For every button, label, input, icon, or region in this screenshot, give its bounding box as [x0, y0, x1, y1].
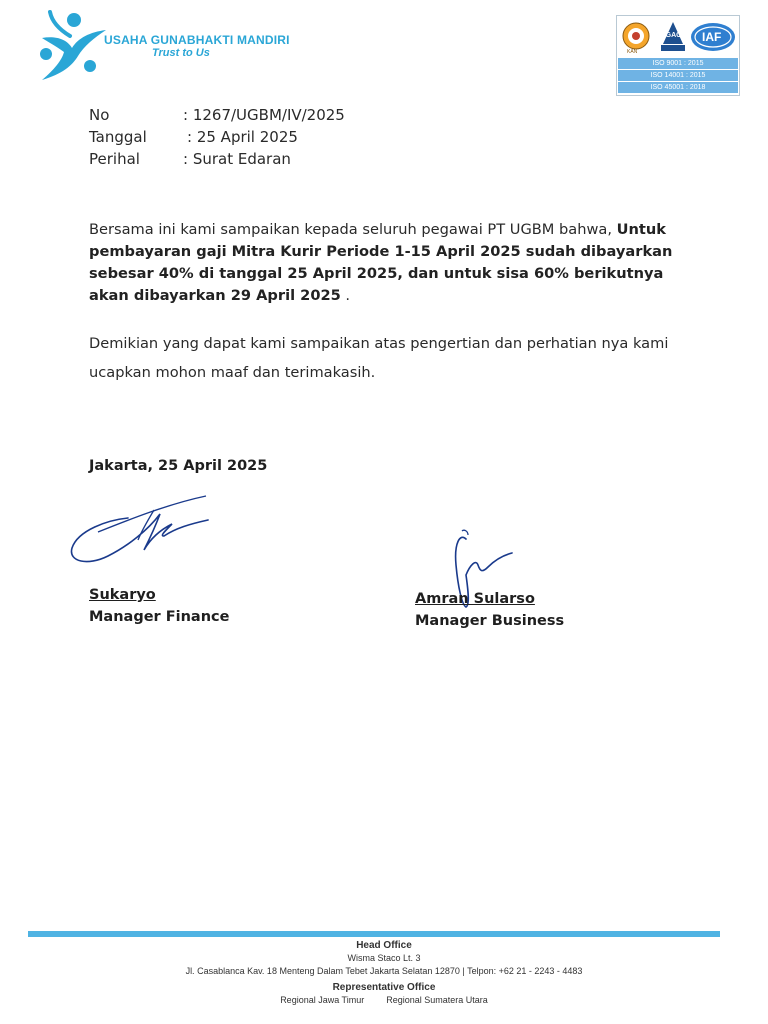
regional-office-2: Regional Sumatera Utara	[386, 995, 488, 1005]
head-office-address: Jl. Casablanca Kav. 18 Menteng Dalam Tebet Jakarta Selatan 12870 | Telpon: +62 21 - 2243 - 4483	[185, 966, 583, 976]
regional-office-1: Regional Jawa Timur	[280, 995, 365, 1005]
subject-label: Perihal	[89, 150, 140, 168]
reference-number-value: : 1267/UGBM/IV/2025	[183, 106, 345, 124]
date-label: Tanggal	[89, 128, 147, 146]
head-office-label: Head Office	[356, 940, 412, 951]
date-value: : 25 April 2025	[187, 128, 298, 146]
body-paragraph-1	[89, 219, 681, 307]
footer-divider	[28, 931, 720, 937]
payment-notice: Untuk pembayaran gaji Mitra Kurir Periode 1-15 April 2025 sudah dibayarkan sebesar 40% di tanggal 25 April 2025, dan untuk sisa 60% berikutnya akan dibayarkan 29 April 2025	[89, 221, 673, 304]
reference-number-label: No	[89, 106, 110, 124]
iso-45001-badge: ISO 45001 : 2018	[618, 82, 738, 93]
company-name: USAHA GUNABHAKTI MANDIRI	[104, 33, 290, 47]
signatory-1-name: Sukaryo	[89, 587, 156, 603]
signatory-2-name: Amran Sularso	[415, 591, 535, 607]
regional-offices	[0, 995, 768, 1005]
paragraph-intro: Bersama ini kami sampaikan kepada seluruh pegawai PT UGBM bahwa,	[89, 221, 617, 238]
iso-9001-badge: ISO 9001 : 2015	[618, 58, 738, 69]
place-and-date: Jakarta, 25 April 2025	[89, 458, 268, 474]
body-paragraph-2: Demikian yang dapat kami sampaikan atas pengertian dan perhatian nya kami ucapkan mohon maaf dan terimakasih.	[89, 335, 669, 381]
certification-box	[616, 15, 740, 96]
head-office-building: Wisma Staco Lt. 3	[347, 953, 421, 963]
signature-sukaryo-icon	[68, 490, 213, 570]
badge-label-egac: EGAC	[661, 32, 682, 39]
representative-office-label: Representative Office	[332, 982, 436, 993]
badge-label-iaf: IAF	[702, 30, 722, 44]
paragraph-end: .	[340, 287, 351, 304]
iso-14001-badge: ISO 14001 : 2015	[618, 70, 738, 81]
company-tagline: Trust to Us	[152, 47, 210, 59]
subject-value: : Surat Edaran	[183, 150, 291, 168]
signatory-2-role: Manager Business	[415, 613, 565, 629]
signatory-1-role: Manager Finance	[89, 609, 230, 625]
badge-label-kan: KAN	[627, 49, 638, 55]
company-logo	[32, 8, 112, 84]
